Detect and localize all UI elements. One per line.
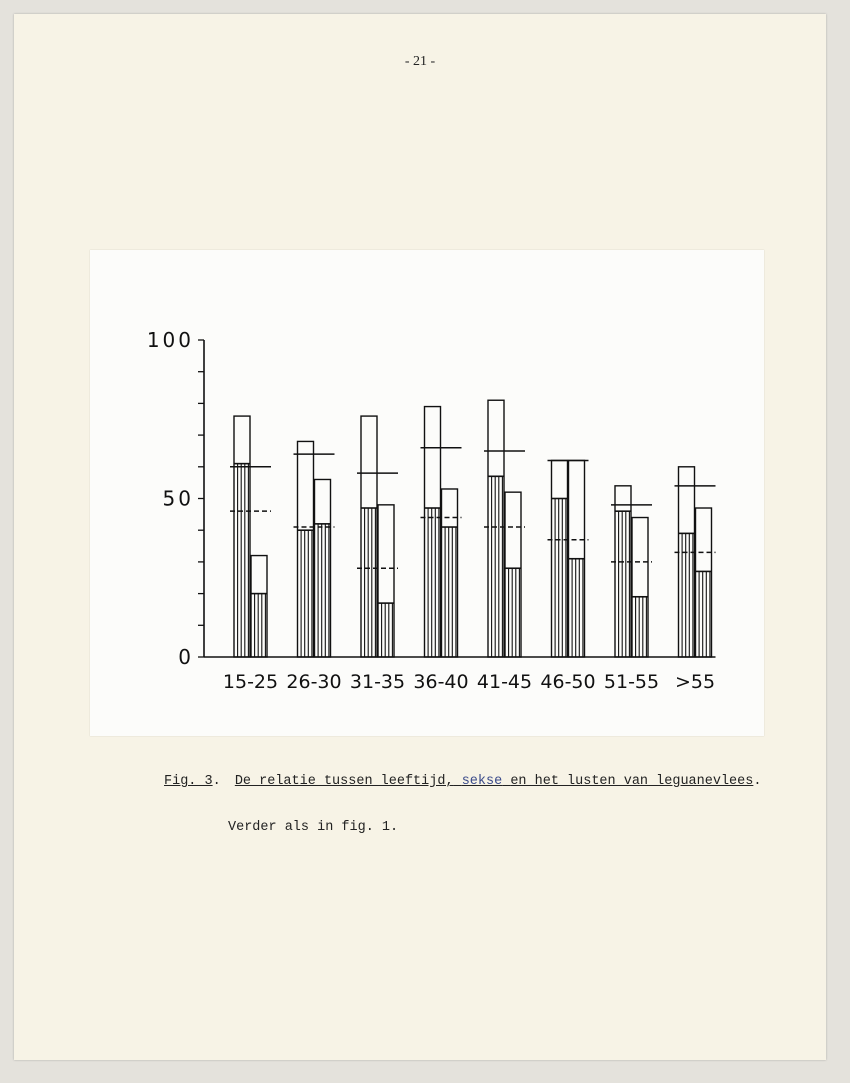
x-tick-label: >55 <box>674 671 716 693</box>
figure-subcaption: Verder als in fig. 1. <box>228 820 399 835</box>
caption-end: . <box>753 774 762 789</box>
bar-outline-right <box>632 518 648 657</box>
x-tick-label: 26-30 <box>286 671 342 693</box>
caption-title <box>235 774 754 789</box>
bar-outline-right <box>378 505 394 657</box>
bar-outline-right <box>442 489 458 657</box>
caption-dot: . <box>212 774 221 789</box>
x-tick-label: 36-40 <box>413 671 469 693</box>
bar-outline-left <box>298 441 314 657</box>
chart-photo <box>90 250 764 736</box>
x-tick-label: 15-25 <box>222 671 279 693</box>
bar-outline-left <box>425 407 441 657</box>
x-tick-label: 46-50 <box>540 671 596 693</box>
bar-outline-left <box>679 467 695 657</box>
caption-fig-label: Fig. 3 <box>164 774 213 789</box>
x-tick-label: 31-35 <box>349 671 406 693</box>
bar-outline-left <box>552 460 568 657</box>
x-tick-label: 51-55 <box>603 671 660 693</box>
x-tick-label: 41-45 <box>476 671 533 693</box>
y-tick-label: 100 <box>146 328 194 352</box>
paper-sheet <box>14 14 826 1060</box>
bar-outline-right <box>251 556 267 657</box>
bar-outline-right <box>505 492 521 657</box>
bar-outline-left <box>361 416 377 657</box>
bar-outline-left <box>488 400 504 657</box>
bar-chart <box>90 250 764 736</box>
caption-title-part1: De relatie tussen leeftijd, <box>234 774 454 789</box>
figure-caption <box>164 774 761 789</box>
bar-outline-right <box>696 508 712 657</box>
caption-title-part2: en het lusten van leguanevlees <box>510 774 754 789</box>
bar-outline-left <box>234 416 250 657</box>
page-number: - 21 - <box>404 54 436 69</box>
y-tick-label: 0 <box>178 645 194 669</box>
bar-outline-right <box>315 479 331 657</box>
caption-title-accent: sekse <box>461 774 503 789</box>
y-tick-label: 50 <box>162 486 194 511</box>
